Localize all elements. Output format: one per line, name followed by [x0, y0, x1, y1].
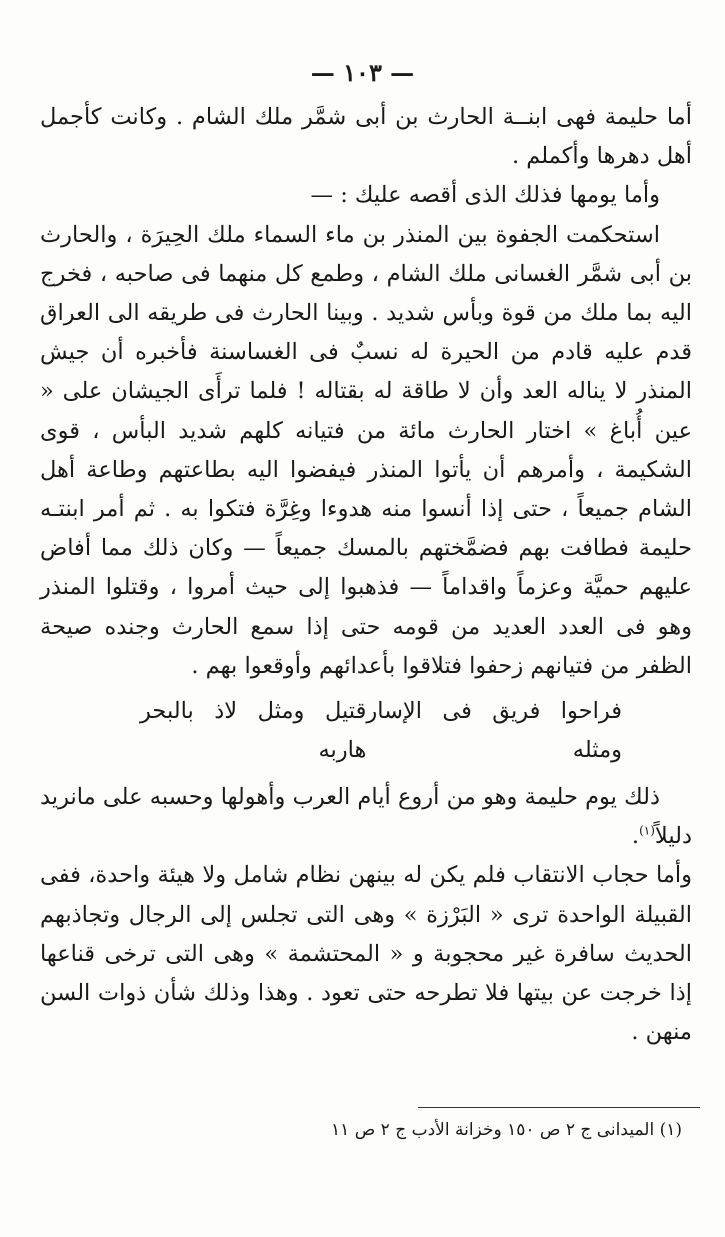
poem-verse — [40, 692, 692, 770]
page-number: — ١٠٣ — — [310, 58, 415, 87]
main-text — [40, 98, 692, 1052]
paragraph-day-conclusion-text: ذلك يوم حليمة وهو من أروع أيام العرب وأهولها وحسبه على مانريد دليلاً — [40, 784, 692, 850]
footnote-reference: (١) — [639, 823, 655, 838]
paragraph-halima-intro: أما حليمة فهى ابنــة الحارث بن أبى شمَّر ملك الشام . وكانت كأجمل أهل دهرها وأكملم . — [40, 104, 692, 170]
paragraph-her-day: وأما يومها فذلك الذى أقصه عليك : — — [310, 182, 660, 209]
footnote-divider — [418, 1107, 700, 1108]
paragraph-veil: وأما حجاب الانتقاب فلم يكن له بينهن نظام شامل ولا هيئة واحدة، ففى القبيلة الواحدة ترى « البَرْزة » وهى التى تجلس إلى الرجال وتجاذبهم الحديث سافرة غير محجوبة و « المحتشمة » وهى التى ترخى قناعها إذا خرجت عن بيتها فلا تطرحه حتى تعود . وهذا وذلك شأن ذوات السن منهن . — [40, 862, 692, 1046]
verse-first-hemistich: فراحوا فريق فى الإسار ومثله — [366, 698, 622, 764]
paragraph-battle-story: استحكمت الجفوة بين المنذر بن ماء السماء ملك الحِيرَة ، والحارث بن أبى شمَّر الغسانى ملك الشام ، وطمع كل منهما فى صاحبه ، فخرج اليه بما ملك من قوة وبأس شديد . وبينا الحارث فى طريقه الى العراق قدم عليه قادم من الحيرة له نسبٌ فى الغساسنة فأخبره أن جيش المنذر لا يناله العد وأن لا طاقة له بقتاله ! فلما ترأَى الجيشان على « عين أُباغ » اختار الحارث مائة من فتيانه كلهم شديد البأس ، قوى الشكيمة ، وأمرهم أن يأتوا المنذر فيفضوا اليه بطاعتهم وطاعة أهل الشام جميعاً ، حتى إذا أنسوا منه هدوءا وغِرَّة فتكوا به . ثم أمر ابنتـه حليمة فطافت بهم فضمَّختهم بالمسك جميعاً — وكان ذلك مما أفاض عليهم حميَّة وعزماً واقداماً — فذهبوا إلى حيث أمروا ، وقتلوا المنذر وهو فى العدد العديد من قومه حتى إذا سمع الحارث وجنده صيحة الظفر من فتيانهم زحفوا فتلاقوا بأعدائهم وأوقعوا بهم . — [40, 221, 692, 679]
verse-second-hemistich: قتيل ومثل لاذ بالبحر هاربه — [140, 698, 367, 764]
paragraph-day-conclusion-end: . — [631, 823, 640, 850]
paragraph-day-conclusion — [40, 778, 692, 856]
footnote: (١) الميدانى ج ٢ ص ١٥٠ وخزانة الأدب ج ٢ ص ١١ — [331, 1120, 682, 1140]
